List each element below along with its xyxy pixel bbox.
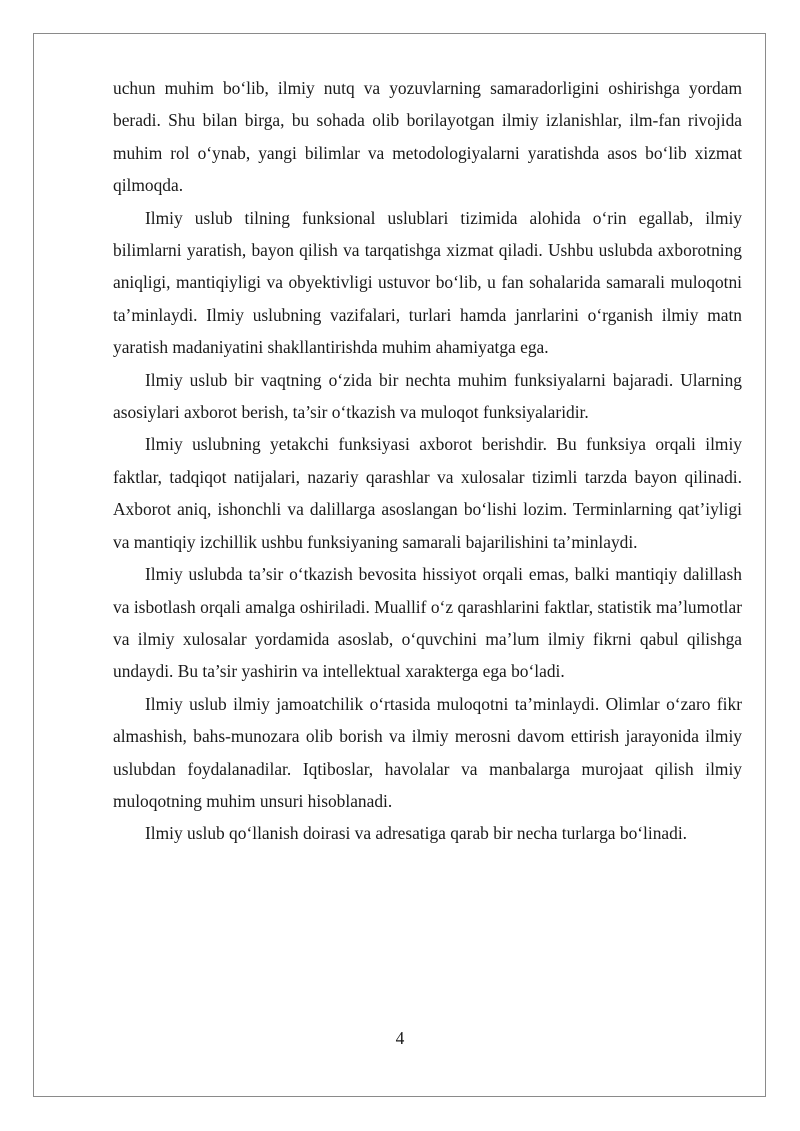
paragraph-influence-function: Ilmiy uslubda ta’sir o‘tkazish bevosita hissiyot orqali emas, balki mantiqiy dalillash va isbotlash orqali amalga oshiriladi. Muallif o‘z qarashlarini faktlar, statistik ma’lumotlar va ilmiy xulosalar yordamida asoslab, o‘quvchini ma’lum ilmiy fikrni qabul qilishga undaydi. Bu ta’sir yashirin va intellektual xarakterga ega bo‘ladi. [113,564,742,682]
paragraph-communication-function: Ilmiy uslub ilmiy jamoatchilik o‘rtasida muloqotni ta’minlaydi. Olimlar o‘zaro fikr almashish, bahs-munozara olib borish va ilmiy merosni davom ettirish jarayonida ilmiy uslubdan foydalanadilar. Iqtiboslar, havolalar va manbalarga murojaat qilish ilmiy muloqotning muhim unsuri hisoblanadi. [113,693,742,811]
paragraph-continuation: uchun muhim bo‘lib, ilmiy nutq va yozuvlarning samaradorligini oshirishga yordam beradi. Shu bilan birga, bu sohada olib borilayotgan ilmiy izlanishlar, ilm-fan rivojida muhim rol o‘ynab, yangi bilimlar va metodologiyalarni yaratishda asos bo‘lib xizmat qilmoqda. [113,78,742,196]
page-number: 4 [395,1028,405,1048]
paragraph-types-intro: Ilmiy uslub qo‘llanish doirasi va adresatiga qarab bir necha turlarga bo‘linadi. [145,823,688,844]
paragraph-functions-overview: Ilmiy uslub bir vaqtning o‘zida bir nechta muhim funksiyalarni bajaradi. Ularning asosiylari axborot berish, ta’sir o‘tkazish va muloqot funksiyalaridir. [113,369,742,423]
document-body [113,72,742,850]
paragraph-information-function: Ilmiy uslubning yetakchi funksiyasi axborot berishdir. Bu funksiya orqali ilmiy faktlar, tadqiqot natijalari, nazariy qarashlar va xulosalar tizimli tarzda bayon qilinadi. Axborot aniq, ishonchli va dalillarga asoslangan bo‘lishi lozim. Terminlarning qat’iyligi va mantiqiy izchillik ushbu funksiyaning samarali bajarilishini ta’minlaydi. [113,434,742,552]
paragraph-scientific-style-intro: Ilmiy uslub tilning funksional uslublari tizimida alohida o‘rin egallab, ilmiy bilimlarni yaratish, bayon qilish va tarqatishga xizmat qiladi. Ushbu uslubda axborotning aniqligi, mantiqiyligi va obyektivligi ustuvor bo‘lib, u fan sohalarida samarali muloqotni ta’minlaydi. Ilmiy uslubning vazifalari, turlari hamda janrlarini o‘rganish ilmiy matn yaratish madaniyatini shakllantirishda muhim ahamiyatga ega. [113,207,742,358]
